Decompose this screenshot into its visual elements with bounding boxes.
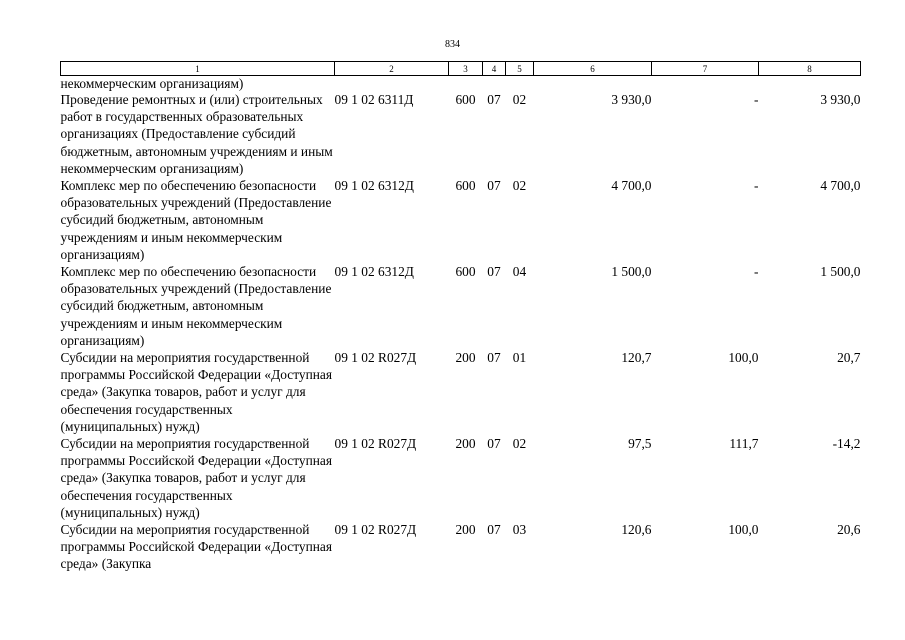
expense-type: 600	[455, 92, 476, 107]
table-row	[61, 91, 861, 177]
section: 07	[487, 264, 501, 280]
item-name: Субсидии на мероприятия государственной программы Российской Федерации «Доступная среда» (Закупка товаров, работ и услуг для обеспечения государственных (муниципальных) нужд)	[60, 350, 333, 434]
amount-col7: 100,0	[728, 522, 759, 538]
section: 07	[487, 350, 501, 366]
amount-col7: -	[754, 264, 759, 280]
subsection: 02	[512, 178, 527, 194]
header-cell: 6	[534, 62, 652, 76]
item-name: Комплекс мер по обеспечению безопасности образовательных учреждений (Предоставление субсидий бюджетным, автономным учреждениям и иным некоммерческим организациям)	[60, 178, 332, 262]
section: 07	[487, 522, 501, 538]
header-row	[61, 62, 861, 76]
table-row	[61, 521, 861, 573]
amount-col8: 20,6	[837, 522, 861, 538]
section: 07	[487, 178, 501, 194]
page-number: 834	[445, 39, 460, 50]
header-cell: 4	[483, 62, 506, 76]
expense-type: 600	[455, 264, 476, 280]
table-row	[61, 263, 861, 349]
expense-type: 200	[455, 522, 476, 538]
subsection: 02	[512, 436, 527, 452]
amount-col8: 1 500,0	[820, 264, 861, 280]
amount-col6: 120,6	[621, 522, 652, 538]
subsection: 04	[512, 264, 527, 280]
table-row	[61, 349, 861, 435]
amount-col8: -14,2	[832, 436, 861, 452]
continuation-text: некоммерческим организациям)	[60, 76, 244, 91]
expense-type: 200	[455, 350, 476, 366]
amount-col6: 3 930,0	[611, 92, 652, 107]
table-row	[61, 435, 861, 521]
classification-code: 09 1 02 6312Д	[334, 264, 414, 280]
amount-col6: 120,7	[621, 350, 652, 366]
expense-type: 600	[455, 178, 476, 194]
classification-code: 09 1 02 6312Д	[334, 178, 414, 194]
table-row	[61, 177, 861, 263]
continuation-row	[61, 76, 861, 92]
section: 07	[487, 436, 501, 452]
classification-code: 09 1 02 R027Д	[334, 350, 417, 366]
item-name: Комплекс мер по обеспечению безопасности образовательных учреждений (Предоставление субсидий бюджетным, автономным учреждениям и иным некоммерческим организациям)	[60, 264, 332, 348]
subsection: 02	[512, 92, 527, 107]
amount-col7: -	[754, 178, 759, 194]
subsection: 01	[512, 350, 527, 366]
budget-table	[60, 61, 861, 573]
section: 07	[487, 92, 501, 107]
subsection: 03	[512, 522, 527, 538]
header-cell: 8	[759, 62, 861, 76]
amount-col7: 111,7	[729, 436, 759, 452]
classification-code: 09 1 02 6311Д	[334, 92, 414, 107]
header-cell: 3	[449, 62, 483, 76]
item-name: Проведение ремонтных и (или) строительных работ в государственных образовательных организациях (Предоставление субсидий бюджетным, автономным учреждениям и иным некоммерческим организациям)	[60, 92, 333, 176]
item-name: Субсидии на мероприятия государственной программы Российской Федерации «Доступная среда» (Закупка	[60, 522, 333, 572]
amount-col8: 3 930,0	[820, 92, 861, 107]
amount-col8: 4 700,0	[820, 178, 861, 194]
header-cell: 2	[335, 62, 449, 76]
amount-col8: 20,7	[837, 350, 861, 366]
header-cell: 1	[61, 62, 335, 76]
amount-col6: 97,5	[628, 436, 652, 452]
item-name: Субсидии на мероприятия государственной программы Российской Федерации «Доступная среда» (Закупка товаров, работ и услуг для обеспечения государственных (муниципальных) нужд)	[60, 436, 333, 520]
amount-col7: 100,0	[728, 350, 759, 366]
header-cell: 7	[652, 62, 759, 76]
amount-col7: -	[754, 92, 759, 107]
amount-col6: 1 500,0	[611, 264, 652, 280]
header-cell: 5	[506, 62, 534, 76]
classification-code: 09 1 02 R027Д	[334, 436, 417, 452]
amount-col6: 4 700,0	[611, 178, 652, 194]
expense-type: 200	[455, 436, 476, 452]
classification-code: 09 1 02 R027Д	[334, 522, 417, 538]
